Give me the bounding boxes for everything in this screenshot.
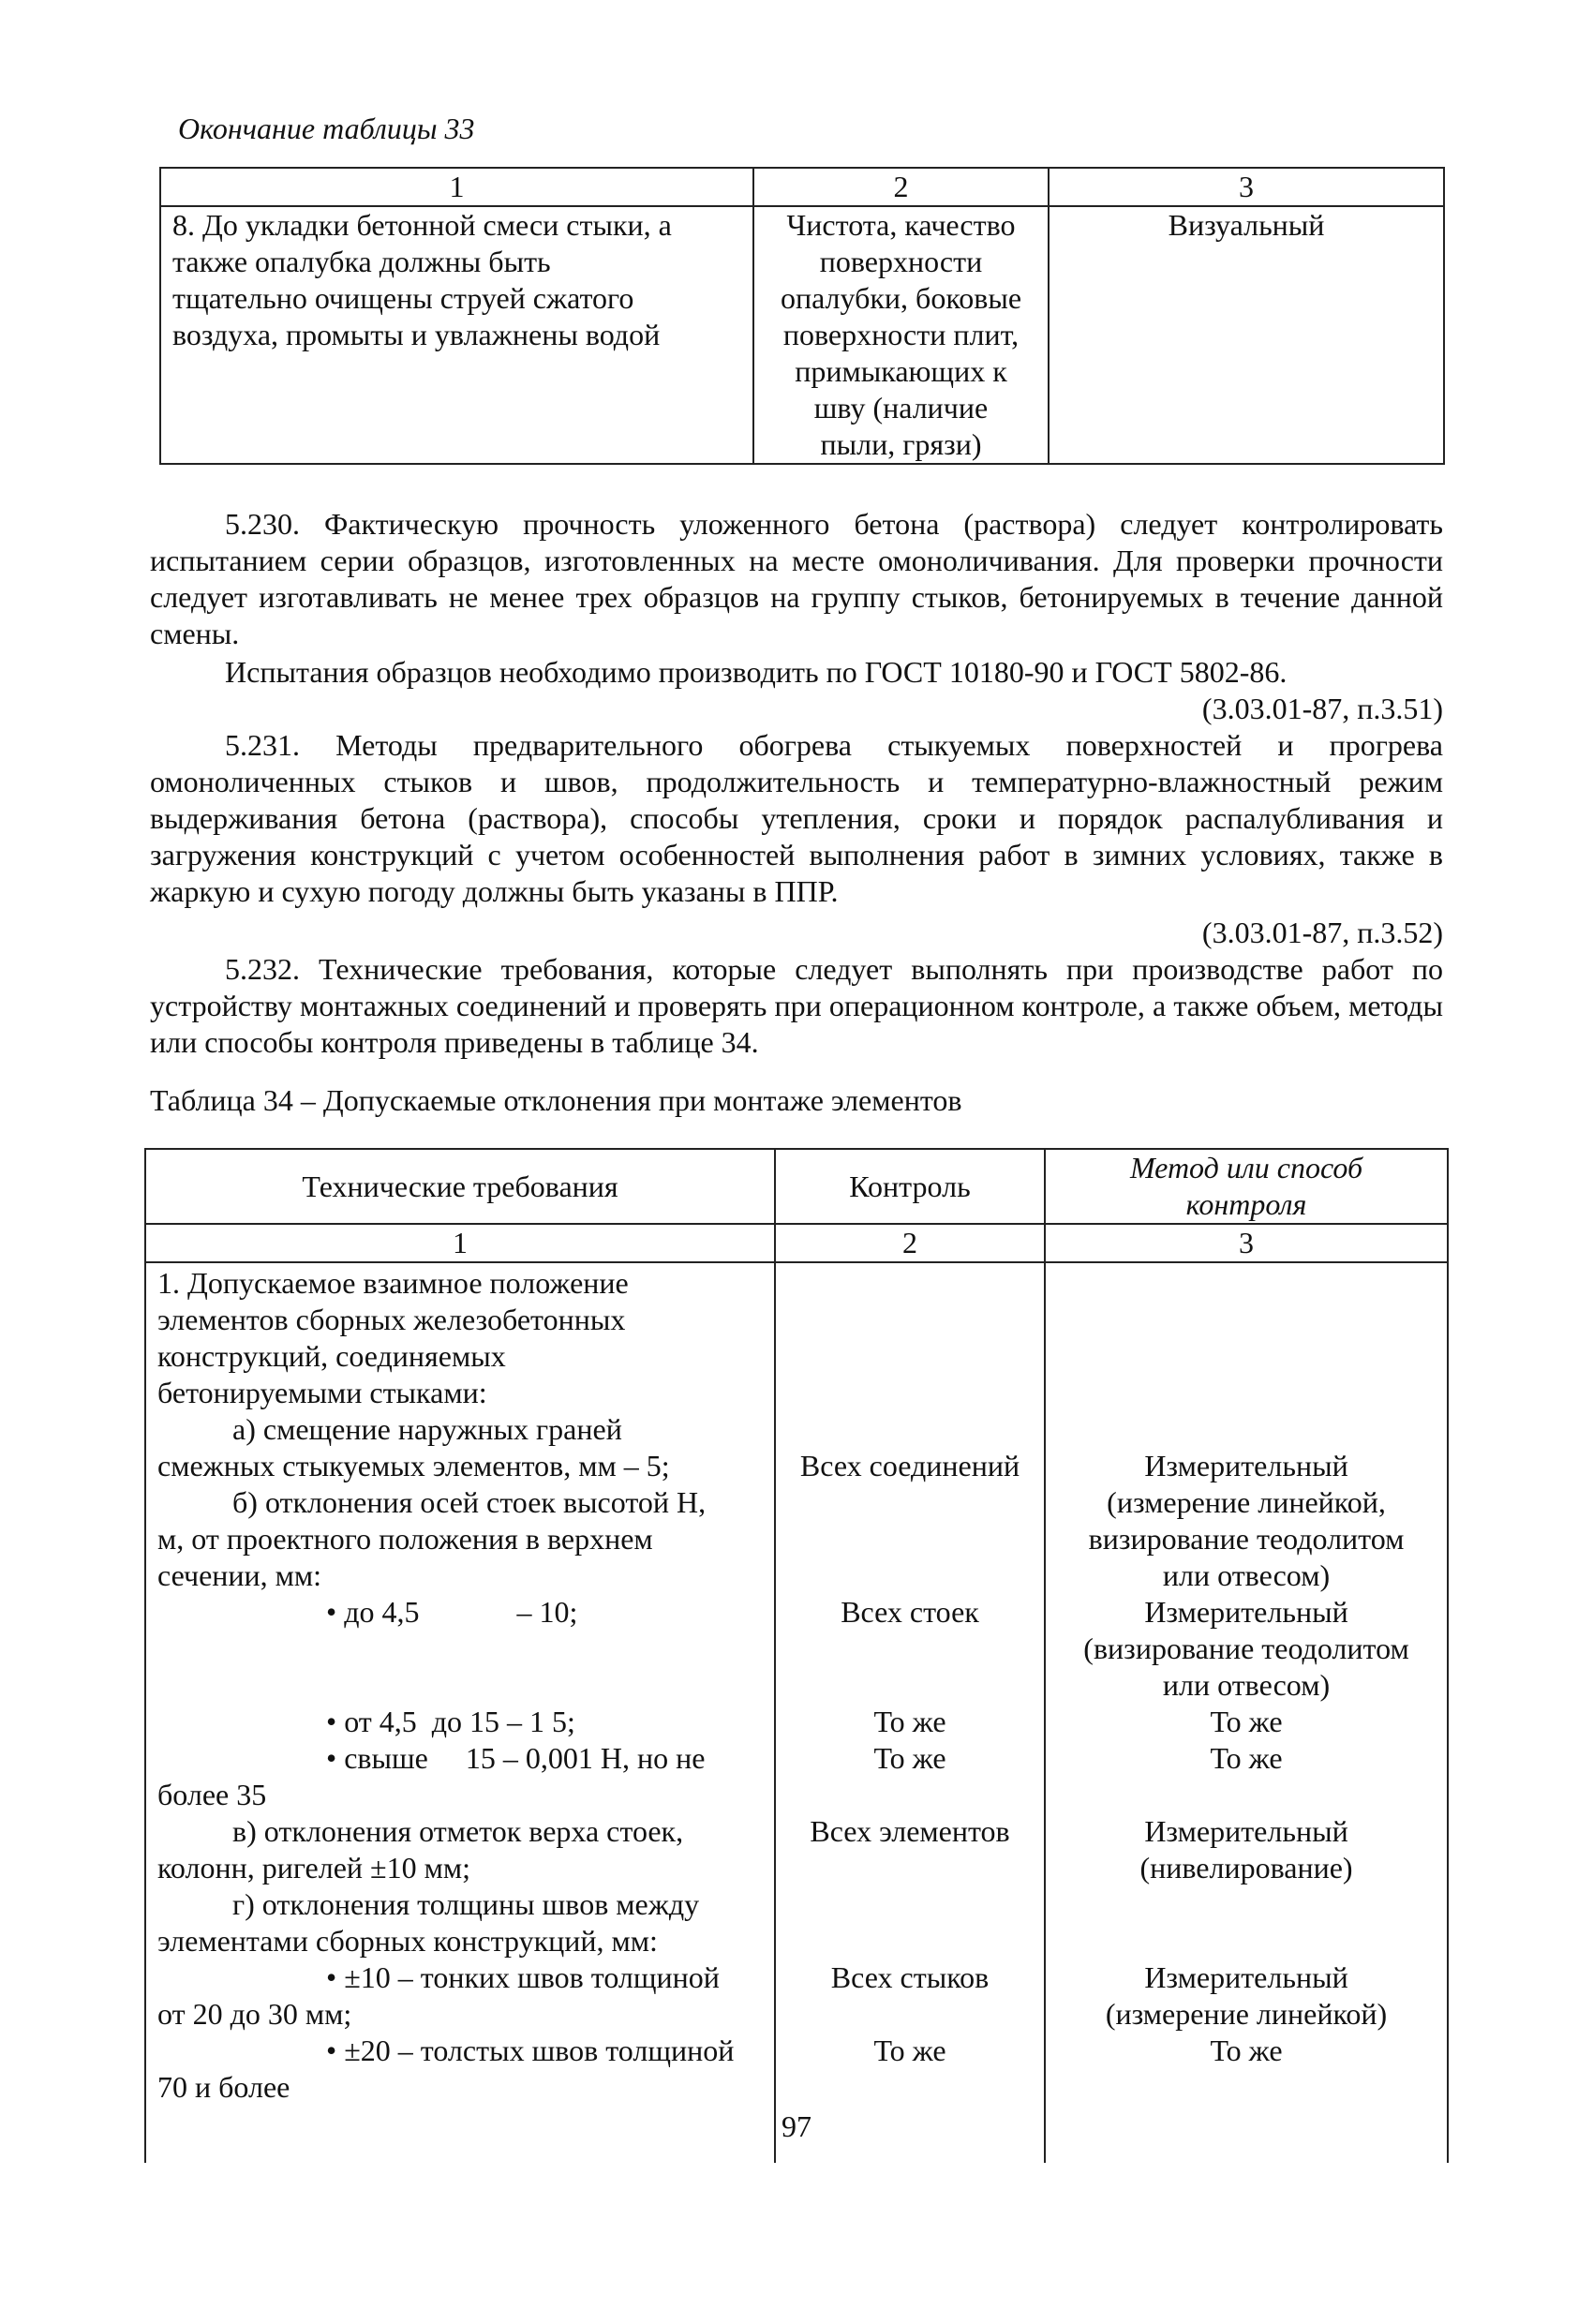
control-line: опалубки, боковые (780, 281, 1022, 315)
header-method-line: Метод или способ (1129, 1151, 1363, 1184)
table34-header-row (145, 1149, 1448, 1224)
paragraph-5-230: 5.230. Фактическую прочность уложенного бетона (раствора) следует контролировать испытанием серии образцов, изготовленных на месте омоноличивания. Для проверки прочности следует изготавливать не менее трех образцов на группу стыков, бетонируемых в течение данной смены. (150, 507, 1443, 650)
control-value: То же (873, 1705, 946, 1738)
table34 (144, 1148, 1449, 2163)
table33-header-1: 1 (160, 168, 753, 206)
table34-num-3: 3 (1045, 1224, 1448, 1262)
req-line: тщательно очищены струей сжатого (172, 281, 634, 315)
req-line: сечении, мм: (157, 1558, 322, 1592)
control-line: шву (наличие (813, 391, 989, 425)
req-line: бетонируемыми стыками: (157, 1376, 487, 1409)
table34-header-requirements: Технические требования (145, 1149, 775, 1224)
req-line: 1. Допускаемое взаимное положение (157, 1266, 629, 1300)
control-line: пыли, грязи) (820, 427, 982, 461)
req-line: • ±20 – толстых швов толщиной (326, 2034, 735, 2067)
reference-3-52: (3.03.01-87, п.3.52) (1201, 916, 1443, 949)
req-line: элементов сборных железобетонных (157, 1303, 626, 1336)
req-line: элементами сборных конструкций, мм: (157, 1924, 658, 1958)
table33-header-row (160, 168, 1444, 206)
req-line: м, от проектного положения в верхнем (157, 1522, 653, 1556)
control-value: То же (873, 1741, 946, 1775)
method-value: Измерительный (1144, 1960, 1348, 1994)
table34-control-cell (775, 1262, 1045, 2163)
table33-row (160, 206, 1444, 464)
method-value: То же (1210, 1705, 1283, 1738)
table34-num-1: 1 (145, 1224, 775, 1262)
method-value: (нивелирование) (1139, 1851, 1353, 1885)
req-line: г) отклонения толщины швов между (232, 1887, 700, 1921)
req-line: конструкций, соединяемых (157, 1339, 506, 1373)
req-line: а) смещение наружных граней (232, 1412, 622, 1446)
table33 (159, 167, 1445, 465)
paragraph-tests: Испытания образцов необходимо производить по ГОСТ 10180-90 и ГОСТ 5802-86. (225, 655, 1288, 689)
method-value: Измерительный (1144, 1449, 1348, 1482)
paragraph-5-232: 5.232. Технические требования, которые следует выполнять при производстве работ по устройству монтажных соединений и проверять при операционном контроле, а также объем, методы или способы контроля приведены в таблице 34. (150, 952, 1443, 1059)
req-line: в) отклонения отметок верха стоек, (232, 1814, 684, 1848)
req-line: более 35 (157, 1778, 267, 1811)
table33-cell-method: Визуальный (1049, 206, 1444, 464)
table34-method-cell (1045, 1262, 1448, 2163)
req-line: • ±10 – тонких швов толщиной (326, 1960, 720, 1994)
method-value: То же (1210, 2034, 1283, 2067)
req-line: воздуха, промыты и увлажнены водой (172, 318, 661, 351)
table34-num-2: 2 (775, 1224, 1045, 1262)
method-value: То же (1210, 1741, 1283, 1775)
control-line: поверхности (819, 245, 983, 278)
method-value: Измерительный (1144, 1814, 1348, 1848)
method-value: или отвесом) (1162, 1668, 1331, 1702)
req-line: 8. До укладки бетонной смеси стыки, а (172, 208, 672, 242)
req-line: • до 4,5 – 10; (326, 1595, 578, 1629)
table33-cell-requirement (160, 206, 753, 464)
req-line: • от 4,5 до 15 – 1 5; (326, 1705, 575, 1738)
table34-requirements-cell (145, 1262, 775, 2163)
method-value: (измерение линейкой) (1105, 1997, 1388, 2031)
method-value: Измерительный (1144, 1595, 1348, 1629)
table34-body-row (145, 1262, 1448, 2163)
method-value: визирование теодолитом (1088, 1522, 1405, 1556)
req-line: колонн, ригелей ±10 мм; (157, 1851, 470, 1885)
table34-header-control: Контроль (775, 1149, 1045, 1224)
table33-caption: Окончание таблицы 33 (178, 112, 475, 145)
control-value: Всех соединений (799, 1449, 1020, 1482)
table34-header-method (1045, 1149, 1448, 1224)
method-value: (измерение линейкой, (1107, 1485, 1386, 1519)
req-line: 70 и более (157, 2070, 290, 2104)
control-value: Всех стоек (841, 1595, 979, 1629)
control-line: примыкающих к (795, 354, 1007, 388)
table33-header-2: 2 (753, 168, 1049, 206)
req-line: б) отклонения осей стоек высотой Н, (232, 1485, 707, 1519)
control-value: То же (873, 2034, 946, 2067)
req-line: • свыше 15 – 0,001 Н, но не (326, 1741, 706, 1775)
method-value: (визирование теодолитом (1083, 1631, 1409, 1665)
table34-caption: Таблица 34 – Допускаемые отклонения при монтаже элементов (150, 1083, 962, 1117)
req-line: от 20 до 30 мм; (157, 1997, 352, 2031)
header-method-line: контроля (1185, 1187, 1307, 1221)
method-value: или отвесом) (1162, 1558, 1331, 1592)
paragraph-5-231: 5.231. Методы предварительного обогрева стыкуемых поверхностей и прогрева омоноличенных стыков и швов, продолжительность и температурно-влажностный режим выдерживания бетона (раствора), способы утепления, сроки и порядок распалубливания и загружения конструкций с учетом особенностей выполнения работ в зимних условиях, также в жаркую и сухую погоду должны быть указаны в ППР. (150, 728, 1443, 908)
table34-number-row (145, 1224, 1448, 1262)
req-line: смежных стыкуемых элементов, мм – 5; (157, 1449, 670, 1482)
control-line: поверхности плит, (782, 318, 1020, 351)
table33-cell-control (753, 206, 1049, 464)
control-line: Чистота, качество (786, 208, 1016, 242)
control-value: Всех элементов (810, 1814, 1010, 1848)
table33-header-3: 3 (1049, 168, 1444, 206)
req-line: также опалубка должны быть (172, 245, 551, 278)
reference-3-51: (3.03.01-87, п.3.51) (1201, 692, 1443, 725)
page-number: 97 (782, 2109, 811, 2143)
control-value: Всех стыков (830, 1960, 990, 1994)
